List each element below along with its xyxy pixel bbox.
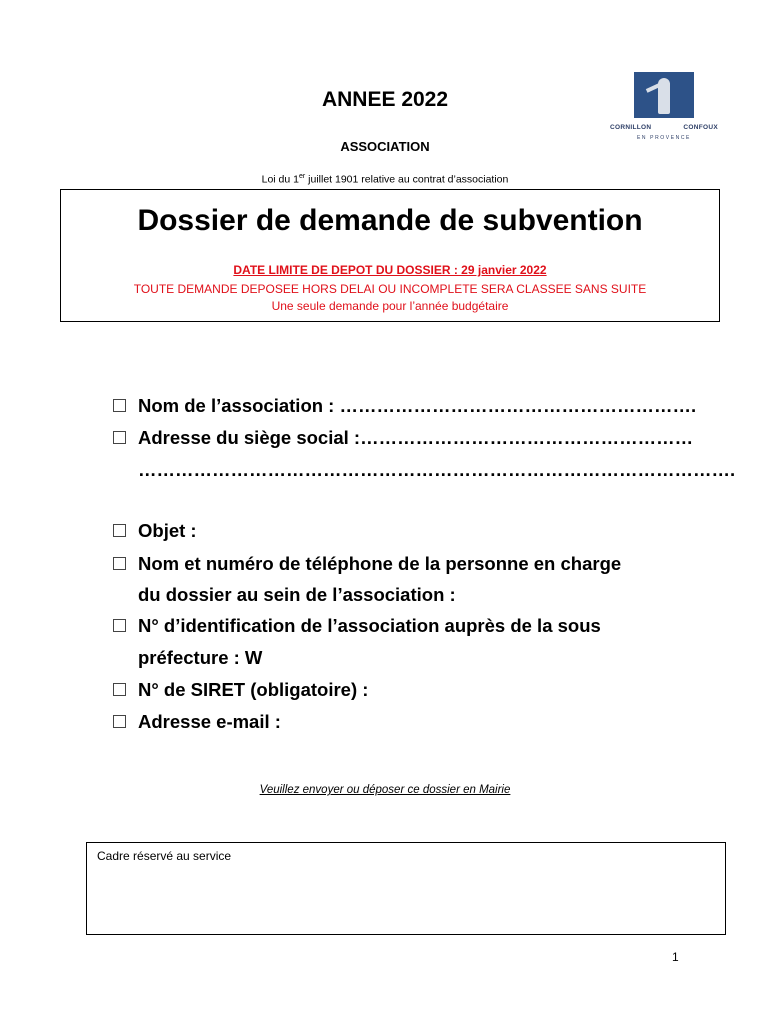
checklist-label: Objet : (138, 520, 197, 541)
send-instruction: Veuillez envoyer ou déposer ce dossier en Mairie (259, 784, 511, 796)
checkbox-icon[interactable] (113, 619, 126, 632)
checklist-label: Nom de l’association : …………………………………………………. (138, 395, 697, 416)
checkbox-icon[interactable] (113, 399, 126, 412)
checklist-label: Adresse du siège social :……………………………………………… (138, 427, 694, 448)
checklist-item-object (113, 520, 197, 542)
municipality-logo (608, 72, 720, 148)
late-warning: TOUTE DEMANDE DEPOSEE HORS DELAI OU INCOMPLETE SERA CLASSEE SANS SUITE (133, 282, 647, 296)
title-box (60, 189, 720, 322)
law-reference (0, 173, 770, 186)
checklist-item-contact (113, 553, 621, 575)
checklist-continuation: ……………………………………………………………………………………. (138, 459, 736, 480)
checklist-label: N° de SIRET (obligatoire) : (138, 679, 369, 700)
page-number: 1 (672, 950, 679, 964)
checklist-label: Adresse e-mail : (138, 711, 281, 732)
law-prefix: Loi du 1 (261, 173, 299, 186)
checkbox-icon[interactable] (113, 524, 126, 537)
logo-subtitle: EN PROVENCE (637, 135, 691, 141)
association-heading: ASSOCIATION (340, 139, 430, 154)
service-reserved-label: Cadre réservé au service (97, 849, 232, 863)
law-suffix: juillet 1901 relative au contrat d’association (305, 173, 509, 186)
checklist-label: Nom et numéro de téléphone de la personne en charge (138, 553, 622, 574)
checkbox-icon[interactable] (113, 431, 126, 444)
checklist-item-name (113, 395, 696, 417)
document-year: ANNEE 2022 (321, 88, 449, 111)
checklist-item-address (113, 427, 693, 449)
checkbox-icon[interactable] (113, 715, 126, 728)
checklist-item-email (113, 711, 281, 733)
law-superscript: er (299, 173, 306, 180)
checkbox-icon[interactable] (113, 557, 126, 570)
statue-icon (634, 72, 694, 118)
checklist-continuation: préfecture : W (138, 647, 263, 668)
service-reserved-box (86, 842, 726, 935)
document-title: Dossier de demande de subvention (137, 204, 643, 237)
logo-left-name: CORNILLON (610, 124, 652, 131)
checklist-item-identification (113, 615, 601, 637)
checkbox-icon[interactable] (113, 683, 126, 696)
checklist-label: N° d’identification de l’association auprès de la sous (138, 615, 601, 636)
single-request-note: Une seule demande pour l’année budgétaire (271, 299, 509, 313)
checklist-continuation: du dossier au sein de l’association : (138, 584, 456, 605)
deadline-notice: DATE LIMITE DE DEPOT DU DOSSIER : 29 janvier 2022 (233, 263, 547, 277)
logo-right-name: CONFOUX (683, 124, 718, 131)
checklist-item-siret (113, 679, 368, 701)
